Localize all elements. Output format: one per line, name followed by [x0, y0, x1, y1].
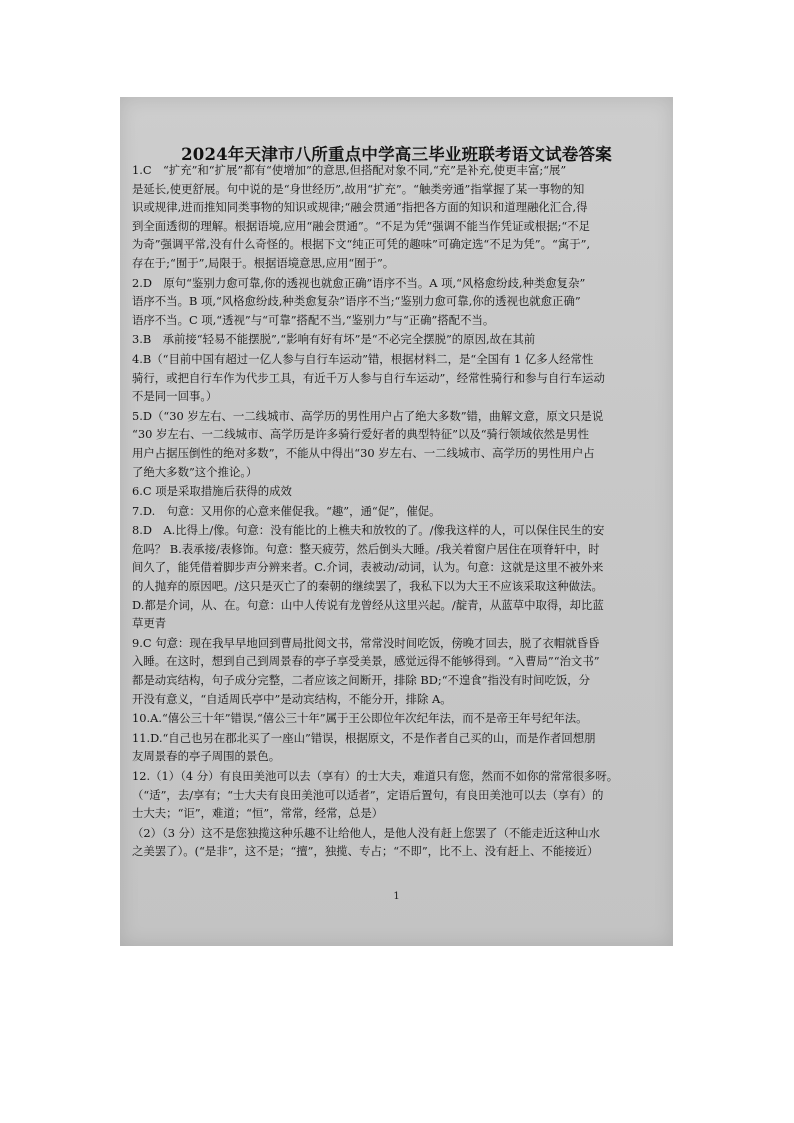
- text-line: （“适”，去/享有；“士大夫有良田美池可以适者”，定语后置句，有良田美池可以去（享有）的: [132, 787, 604, 802]
- text-line: 友周景春的亭子周围的景色。: [132, 749, 281, 764]
- answer-paragraph: [132, 407, 662, 481]
- text-line: “30 岁左右、一二线城市、高学历是许多骑行爱好者的典型特征”以及“骑行领域依然是男性: [132, 427, 590, 442]
- text-line: 1.C “扩充”和“扩展”都有“使增加”的意思,但搭配对象不同,“充”是补充,使更丰富;“展”: [132, 163, 567, 177]
- text-line: 语序不当。B 项,“风格愈纷歧,种类愈复杂”语序不当;“鉴别力愈可靠,你的透视也就愈正确”: [132, 294, 581, 309]
- answer-paragraph: [132, 521, 662, 633]
- answer-paragraph: [132, 729, 662, 766]
- text-line: 3.B 承前接“轻易不能摆脱”,“影响有好有坏”是“不必完全摆脱”的原因,故在其前: [132, 332, 536, 347]
- text-line: 4.B（“目前中国有超过一亿人参与自行车运动”错，根据材料二，是“全国有 1 亿多人经常性: [132, 351, 594, 366]
- text-line: 骑行，或把自行车作为代步工具，有近千万人参与自行车运动”，经常性骑行和参与自行车运动: [132, 370, 605, 385]
- answer-paragraph: [132, 330, 662, 349]
- text-line: 草更青: [132, 616, 167, 631]
- text-line: 的人抛弃的原因吧。/这只是灭亡了的秦朝的继续罢了，我私下以为大王不应该采取这种做法。: [132, 579, 603, 594]
- text-line: 6.C 项是采取措施后获得的成效: [132, 484, 292, 499]
- text-line: 入睡。在这时，想到自己到周景春的亭子享受美景，感觉远得不能够得到。“入曹局”“治文书”: [132, 654, 600, 669]
- text-line: 士大夫；“讵”，难道；“恒”，常常，经常，总是）: [132, 806, 384, 821]
- answer-paragraph: [132, 709, 662, 728]
- text-line: 了绝大多数”这个推论。）: [132, 464, 258, 479]
- text-line: 5.D（“30 岁左右、一二线城市、高学历的男性用户占了绝大多数”错，曲解文意，原文只是说: [132, 408, 604, 423]
- text-line: 8.D A.比得上/像。句意：没有能比的上樵夫和放牧的了。/像我这样的人，可以保住民生的安: [132, 523, 605, 538]
- text-line: D.都是介词，从、在。句意：山中人传说有龙曾经从这里兴起。/靛青，从蓝草中取得，却比蓝: [132, 597, 604, 612]
- text-line: 存在于;“囿于”,局限于。根据语境意思,应用“囿于”。: [132, 255, 395, 270]
- text-line: 10.A.“僖公三十年”错误,“僖公三十年”属于王公即位年次纪年法，而不是帝王年号纪年法。: [132, 711, 588, 726]
- text-line: 间久了，能凭借着脚步声分辨来者。C.介词，表被动/动词，认为。句意：这就是这里不被外来: [132, 560, 604, 575]
- answer-paragraph: [132, 350, 662, 406]
- text-line: 7.D. 句意：又用你的心意来催促我。“趣”，通“促”，催促。: [132, 503, 441, 518]
- text-line: 是延长,使更舒展。句中说的是“身世经历”,故用“扩充”。“触类旁通”指掌握了某一事物的知: [132, 181, 585, 196]
- answer-body: [132, 161, 662, 861]
- text-line: 之美罢了）。(“是非”，这不是；“擅”，独揽、专占；“不即”，比不上、没有赶上、不能接近）: [132, 844, 599, 859]
- text-line: 都是动宾结构，句子成分完整，二者应该之间断开，排除 BD;“不遑食”指没有时间吃饭，分: [132, 673, 591, 688]
- text-line: 危吗？ B.表承接/表修饰。句意：整天疲劳，然后倒头大睡。/我关着窗户居住在项脊轩中，时: [132, 541, 600, 556]
- text-line: 开没有意义，“自适周氏亭中”是动宾结构，不能分开，排除 A。: [132, 691, 452, 706]
- page-number: 1: [393, 891, 400, 902]
- text-line: 11.D.“自己也另在郡北买了一座山”错误，根据原文，不是作者自己买的山，而是作者回想朋: [132, 730, 596, 745]
- text-line: 语序不当。C 项,“透视”与“可靠”搭配不当,“鉴别力”与“正确”搭配不当。: [132, 312, 495, 327]
- answer-paragraph: [132, 161, 662, 273]
- answer-paragraph: [132, 767, 662, 823]
- document-photo: [120, 97, 673, 946]
- text-line: 2.D 原句“鉴别力愈可靠,你的透视也就愈正确”语序不当。A 项,“风格愈纷歧,种类愈复杂”: [132, 275, 586, 290]
- text-line: （2）（3 分）这不是您独揽这种乐趣不让给他人，是他人没有赶上您罢了（不能走近这种山水: [132, 825, 601, 840]
- text-line: 用户占据压倒性的绝对多数”，不能从中得出“30 岁左右、一二线城市、高学历的男性用户占: [132, 445, 595, 460]
- answer-paragraph: [132, 274, 662, 330]
- answer-paragraph: [132, 634, 662, 708]
- text-line: 到全面透彻的理解。根据语境,应用“融会贯通”。“不足为凭”强调不能当作凭证或根据;“不足: [132, 218, 591, 233]
- answer-paragraph: [132, 824, 662, 861]
- document-title: 2024年天津市八所重点中学高三毕业班联考语文试卷答案: [181, 145, 612, 164]
- text-line: 识或规律,进而推知同类事物的知识或规律;“融会贯通”指把各方面的知识和道理融化汇合,得: [132, 200, 588, 215]
- text-line: 9.C 句意：现在我早早地回到曹局批阅文书，常常没时间吃饭，傍晚才回去，脱了衣帽就昏昏: [132, 635, 600, 650]
- text-line: 不是同一回事。）: [132, 389, 218, 404]
- text-line: 为奇”强调平常,没有什么奇怪的。根据下文“纯正可凭的趣味”可确定选“不足为凭”。“寓于”,: [132, 237, 591, 252]
- answer-paragraph: [132, 482, 662, 501]
- text-line: 12.（1）（4 分）有良田美池可以去（享有）的士大夫，难道只有您，然而不如你的常常很多呀。: [132, 769, 619, 783]
- answer-paragraph: [132, 502, 662, 521]
